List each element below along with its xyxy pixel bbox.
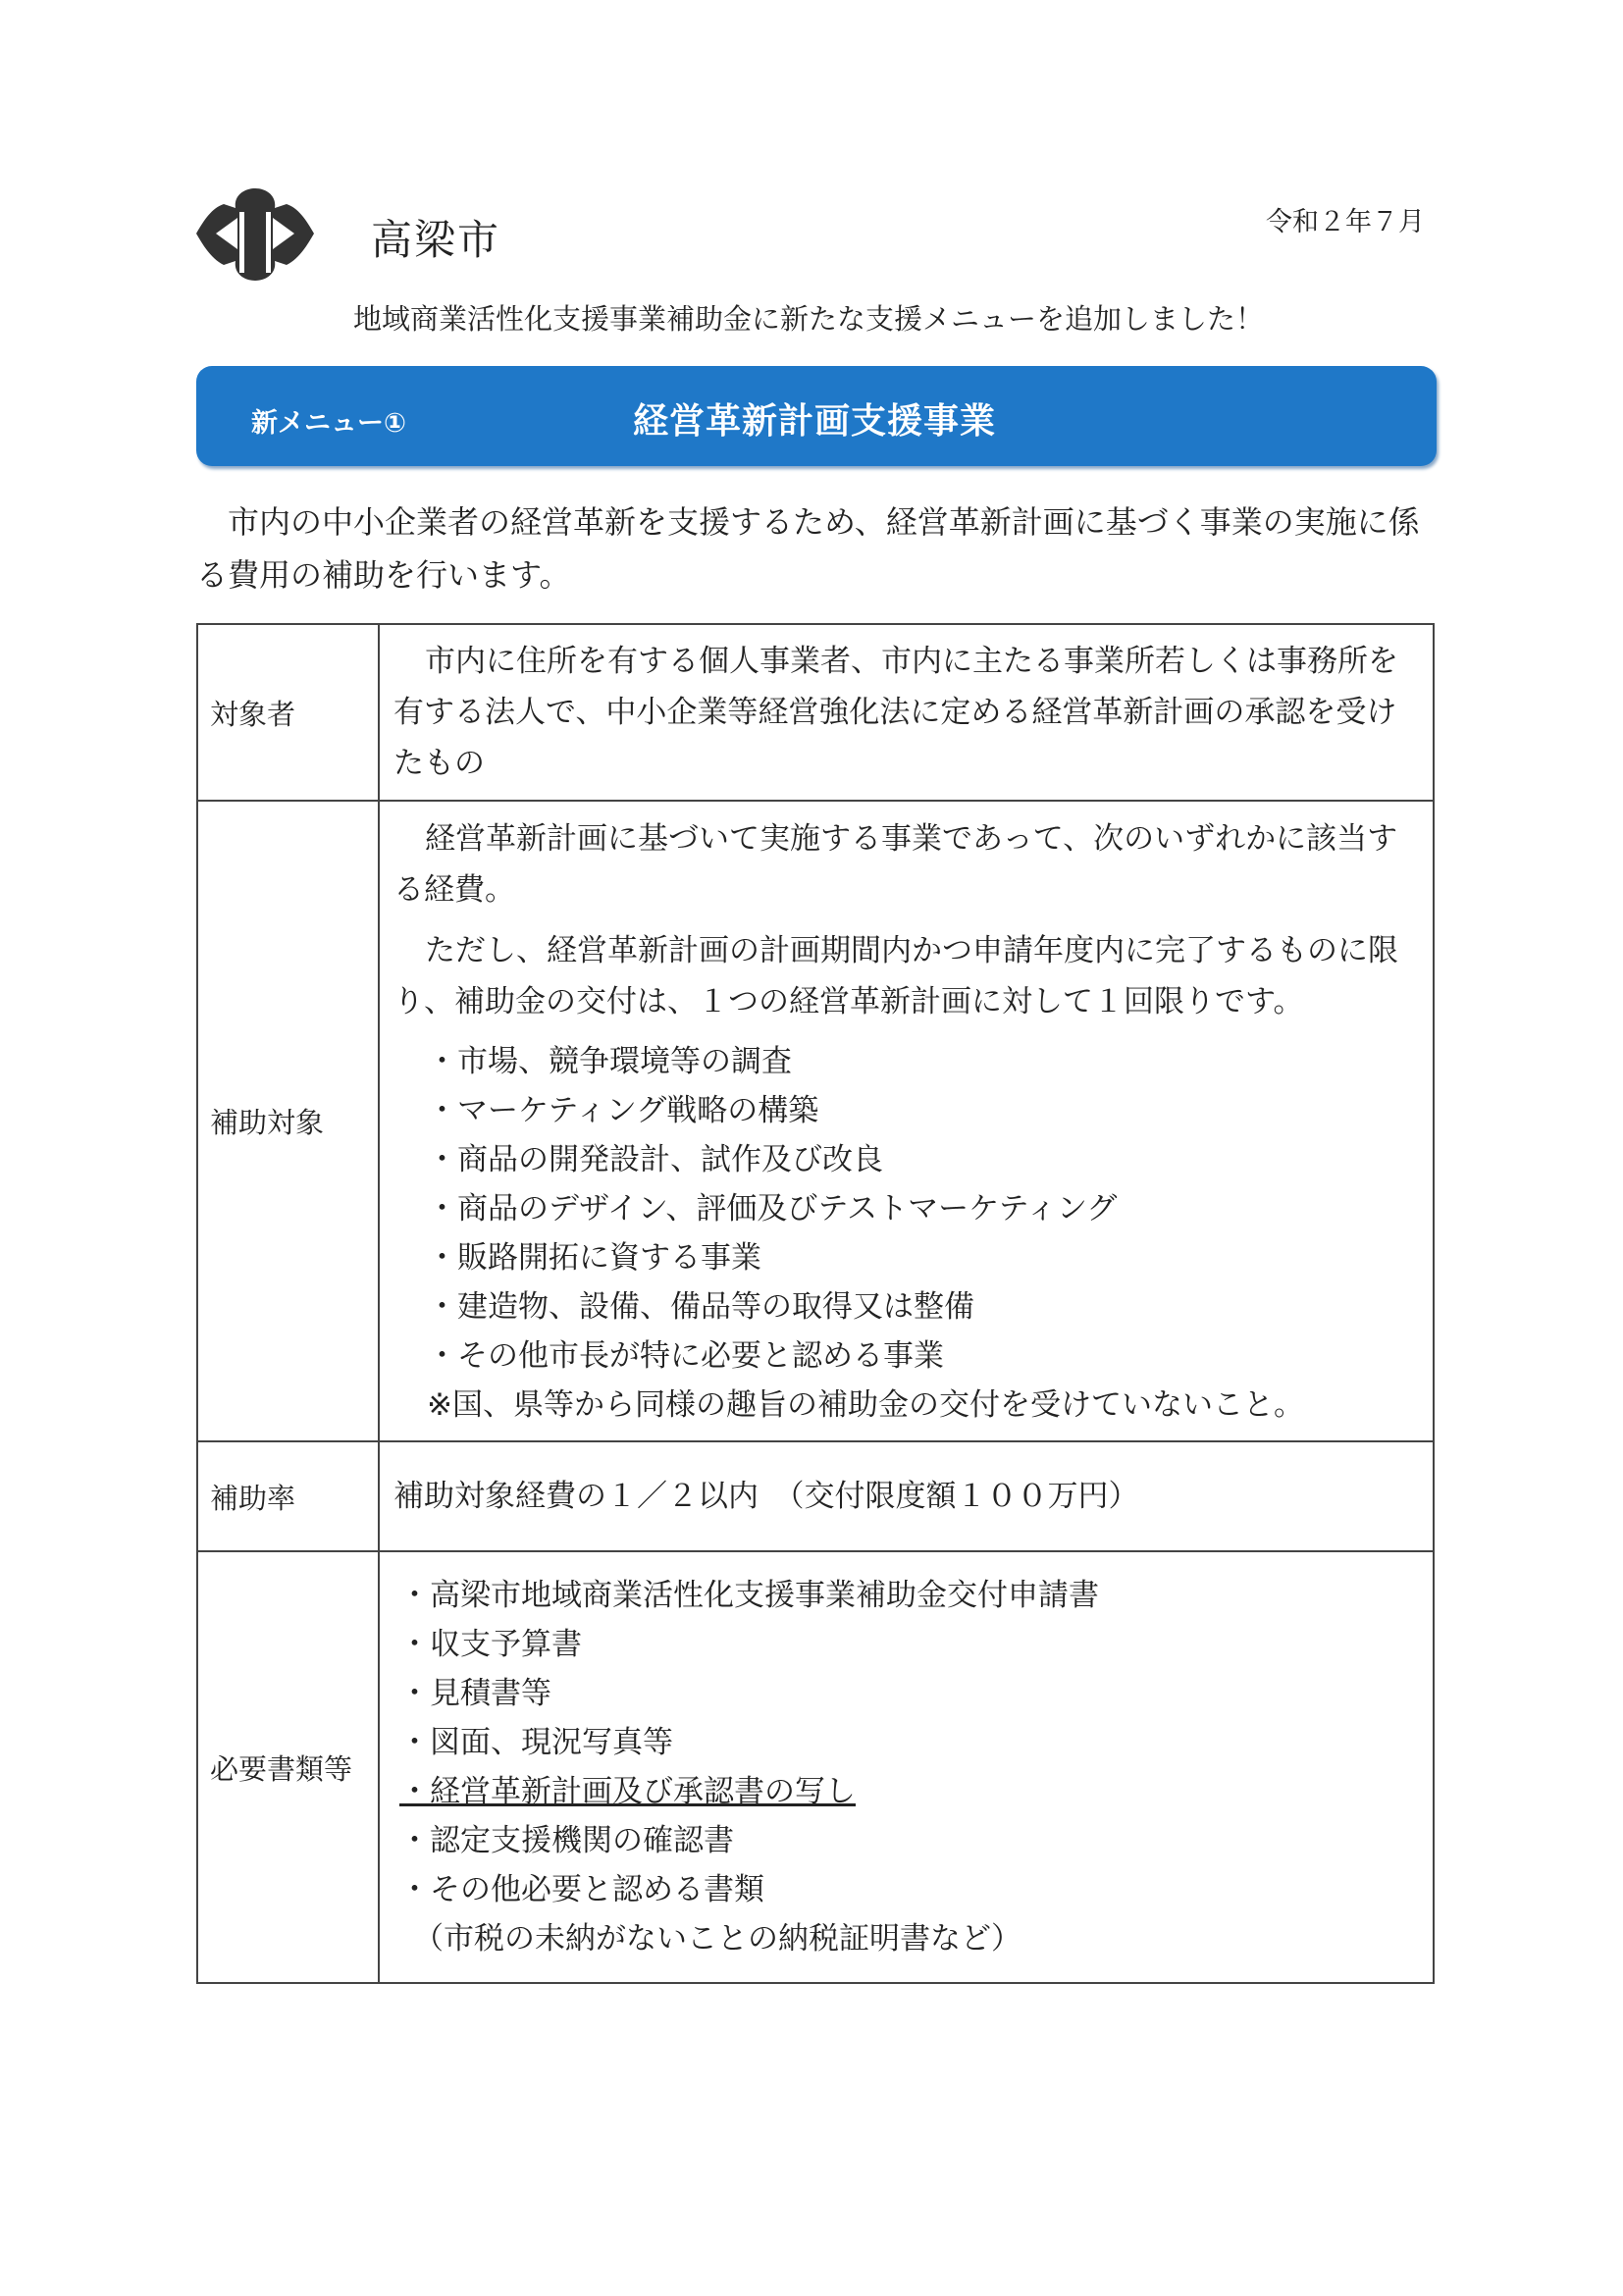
list-item: ・商品のデザイン、評価及びテストマーケティング bbox=[427, 1190, 1118, 1226]
headline: 地域商業活性化支援事業補助金に新たな支援メニューを追加しました！ bbox=[353, 302, 1265, 336]
list-item: ・高梁市地域商業活性化支援事業補助金交付申請書 bbox=[399, 1578, 1099, 1613]
menu-tag: 新メニュー① bbox=[251, 408, 406, 439]
list-item: ・販路開拓に資する事業 bbox=[427, 1239, 761, 1276]
list-item: ・市場、競争環境等の調査 bbox=[427, 1043, 792, 1079]
issue-date: 令和２年７月 bbox=[1266, 207, 1425, 237]
details-table bbox=[196, 623, 1435, 1984]
intro-text: 市内の中小企業者の経営革新を支援するため、経営革新計画に基づく事業の実施に係る費用の補助を行います。 bbox=[196, 503, 1420, 594]
row-label: 補助率 bbox=[197, 1441, 379, 1551]
list-item: ・収支予算書 bbox=[399, 1627, 582, 1662]
docs-note: （市税の未納がないことの納税証明書など） bbox=[413, 1921, 1021, 1957]
list-item: ・商品の開発設計、試作及び改良 bbox=[427, 1141, 883, 1177]
row-label: 必要書類等 bbox=[197, 1551, 379, 1983]
city-emblem-logo bbox=[194, 186, 316, 283]
city-name: 高梁市 bbox=[371, 216, 501, 264]
list-item: ・建造物、設備、備品等の取得又は整備 bbox=[427, 1288, 974, 1325]
scope-note: ※国、県等から同様の趣旨の補助金の交付を受けていないこと。 bbox=[427, 1386, 1304, 1423]
menu-title: 経営革新計画支援事業 bbox=[633, 401, 997, 442]
row-label: 補助対象 bbox=[197, 801, 379, 1441]
list-item: ・その他市長が特に必要と認める事業 bbox=[427, 1337, 944, 1374]
list-item: ・その他必要と認める書類 bbox=[399, 1872, 764, 1907]
scope-para1: 経営革新計画に基づいて実施する事業であって、次のいずれかに該当する経費。 bbox=[393, 820, 1398, 908]
list-item: ・マーケティング戦略の構築 bbox=[427, 1092, 819, 1128]
table-row-target bbox=[197, 624, 1434, 801]
menu-banner bbox=[196, 366, 1437, 466]
scope-para2: ただし、経営革新計画の計画期間内かつ申請年度内に完了するものに限り、補助金の交付は、１つの経営革新計画に対して１回限りです。 bbox=[393, 932, 1398, 1019]
list-item: ・見積書等 bbox=[399, 1676, 551, 1711]
rate-text: 補助対象経費の１／２以内 （交付限度額１００万円） bbox=[379, 1441, 1434, 1551]
list-item: ・図面、現況写真等 bbox=[399, 1725, 673, 1760]
list-item: ・経営革新計画及び承認書の写し bbox=[399, 1774, 856, 1809]
table-row-rate bbox=[197, 1441, 1434, 1551]
table-row-scope bbox=[197, 801, 1434, 1441]
target-text: 市内に住所を有する個人事業者、市内に主たる事業所若しくは事務所を有する法人で、中小企業等経営強化法に定める経営革新計画の承認を受けたもの bbox=[379, 624, 1434, 801]
table-row-docs bbox=[197, 1551, 1434, 1983]
list-item: ・認定支援機関の確認書 bbox=[399, 1823, 734, 1858]
row-label: 対象者 bbox=[197, 624, 379, 801]
